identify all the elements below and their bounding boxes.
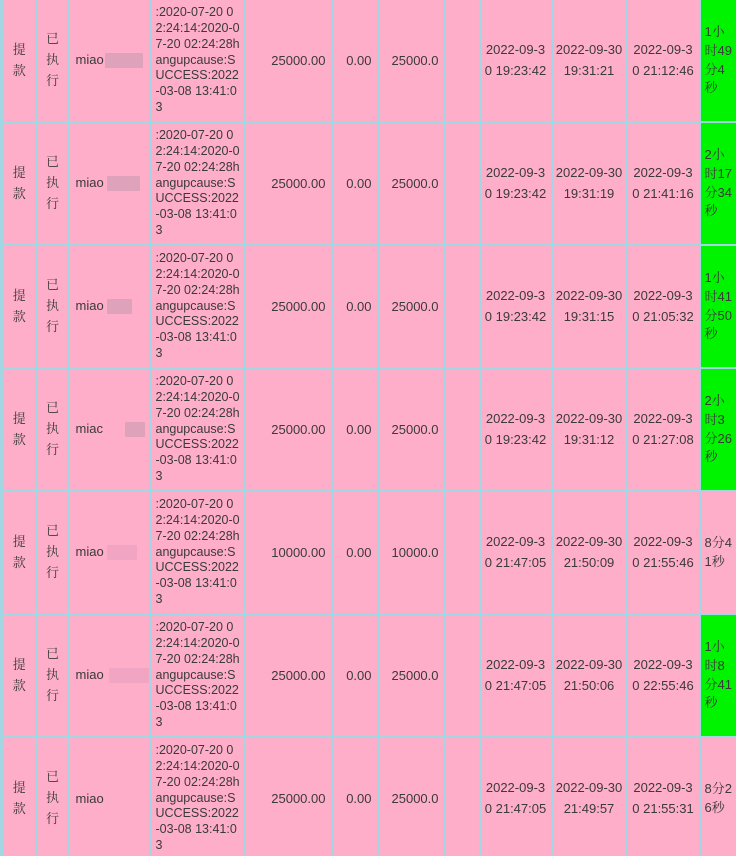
cell-transaction-detail: :2020-07-20 02:24:14:2020-07-20 02:24:28hangupcause:SUCCESS:2022-03-08 13:41:03 (150, 491, 245, 614)
cell-status: 已执行 (37, 491, 69, 614)
cell-duration: 2小时17分34秒 (700, 122, 736, 245)
cell-fee: 0.00 (332, 0, 378, 122)
cell-transaction-detail: :2020-07-20 02:24:14:2020-07-20 02:24:28hangupcause:SUCCESS:2022-03-08 13:41:03 (150, 614, 245, 737)
cell-amount: 10000.00 (245, 491, 332, 614)
table-row (2, 491, 736, 614)
cell-transaction-detail: :2020-07-20 02:24:14:2020-07-20 02:24:28hangupcause:SUCCESS:2022-03-08 13:41:03 (150, 0, 245, 122)
cell-duration: 8分26秒 (700, 737, 736, 856)
cell-amount: 25000.00 (245, 245, 332, 368)
cell-complete-time: 2022-09-30 21:05:32 (627, 245, 700, 368)
cell-blank (445, 0, 480, 122)
cell-duration: 2小时3分26秒 (700, 368, 736, 491)
cell-duration: 8分41秒 (700, 491, 736, 614)
cell-status: 已执行 (37, 122, 69, 245)
username-redaction-box (107, 545, 137, 560)
cell-process-time: 2022-09-30 19:31:15 (552, 245, 627, 368)
cell-transaction-detail: :2020-07-20 02:24:14:2020-07-20 02:24:28hangupcause:SUCCESS:2022-03-08 13:41:03 (150, 737, 245, 856)
cell-duration: 1小时8分41秒 (700, 614, 736, 737)
username-redaction-box (109, 668, 150, 683)
cell-transaction-type: 提款 (2, 491, 37, 614)
table-row (2, 614, 736, 737)
cell-transaction-type: 提款 (2, 245, 37, 368)
username-redaction-box (107, 176, 140, 191)
cell-transaction-detail: :2020-07-20 02:24:14:2020-07-20 02:24:28hangupcause:SUCCESS:2022-03-08 13:41:03 (150, 245, 245, 368)
cell-blank (445, 245, 480, 368)
username-redaction-box (105, 53, 143, 68)
cell-process-time: 2022-09-30 21:50:09 (552, 491, 627, 614)
table-row (2, 122, 736, 245)
cell-username (69, 368, 150, 491)
cell-actual-amount: 25000.0 (378, 245, 445, 368)
cell-actual-amount: 25000.0 (378, 368, 445, 491)
cell-status: 已执行 (37, 0, 69, 122)
cell-username (69, 245, 150, 368)
cell-amount: 25000.00 (245, 614, 332, 737)
cell-complete-time: 2022-09-30 21:55:46 (627, 491, 700, 614)
cell-apply-time: 2022-09-30 19:23:42 (480, 122, 552, 245)
cell-status: 已执行 (37, 368, 69, 491)
cell-complete-time: 2022-09-30 21:27:08 (627, 368, 700, 491)
cell-blank (445, 122, 480, 245)
cell-amount: 25000.00 (245, 368, 332, 491)
cell-process-time: 2022-09-30 21:50:06 (552, 614, 627, 737)
table-row (2, 0, 736, 122)
table-body (2, 0, 736, 856)
cell-fee: 0.00 (332, 368, 378, 491)
cell-complete-time: 2022-09-30 21:12:46 (627, 0, 700, 122)
cell-amount: 25000.00 (245, 122, 332, 245)
cell-process-time: 2022-09-30 19:31:19 (552, 122, 627, 245)
cell-complete-time: 2022-09-30 22:55:46 (627, 614, 700, 737)
username-text: miac (75, 421, 103, 437)
cell-transaction-type: 提款 (2, 614, 37, 737)
username-text: miao (75, 791, 104, 806)
cell-actual-amount: 25000.0 (378, 122, 445, 245)
cell-apply-time: 2022-09-30 19:23:42 (480, 368, 552, 491)
cell-process-time: 2022-09-30 21:49:57 (552, 737, 627, 856)
username-text: miao (75, 175, 104, 191)
table-row (2, 737, 736, 856)
cell-actual-amount: 25000.0 (378, 737, 445, 856)
cell-process-time: 2022-09-30 19:31:12 (552, 368, 627, 491)
cell-actual-amount: 25000.0 (378, 614, 445, 737)
cell-apply-time: 2022-09-30 19:23:42 (480, 0, 552, 122)
cell-apply-time: 2022-09-30 21:47:05 (480, 737, 552, 856)
cell-transaction-type: 提款 (2, 122, 37, 245)
username-text: miao (75, 667, 104, 683)
cell-duration: 1小时49分4秒 (700, 0, 736, 122)
cell-transaction-detail: :2020-07-20 02:24:14:2020-07-20 02:24:28hangupcause:SUCCESS:2022-03-08 13:41:03 (150, 368, 245, 491)
username-text: miao (75, 298, 104, 314)
cell-fee: 0.00 (332, 491, 378, 614)
cell-amount: 25000.00 (245, 0, 332, 122)
username-redaction-box (125, 422, 145, 437)
cell-transaction-detail: :2020-07-20 02:24:14:2020-07-20 02:24:28hangupcause:SUCCESS:2022-03-08 13:41:03 (150, 122, 245, 245)
cell-complete-time: 2022-09-30 21:41:16 (627, 122, 700, 245)
cell-status: 已执行 (37, 737, 69, 856)
cell-apply-time: 2022-09-30 19:23:42 (480, 245, 552, 368)
cell-blank (445, 614, 480, 737)
cell-username (69, 491, 150, 614)
cell-status: 已执行 (37, 245, 69, 368)
cell-blank (445, 368, 480, 491)
cell-username (69, 0, 150, 122)
table-row (2, 368, 736, 491)
cell-complete-time: 2022-09-30 21:55:31 (627, 737, 700, 856)
cell-transaction-type: 提款 (2, 737, 37, 856)
cell-apply-time: 2022-09-30 21:47:05 (480, 614, 552, 737)
cell-duration: 1小时41分50秒 (700, 245, 736, 368)
username-redaction-box (107, 299, 132, 314)
cell-actual-amount: 25000.0 (378, 0, 445, 122)
cell-transaction-type: 提款 (2, 368, 37, 491)
table-row (2, 245, 736, 368)
username-text: miao (75, 52, 104, 68)
username-text: miao (75, 544, 104, 560)
cell-fee: 0.00 (332, 737, 378, 856)
cell-actual-amount: 10000.0 (378, 491, 445, 614)
cell-amount: 25000.00 (245, 737, 332, 856)
cell-username (69, 737, 150, 856)
cell-fee: 0.00 (332, 122, 378, 245)
cell-transaction-type: 提款 (2, 0, 37, 122)
cell-apply-time: 2022-09-30 21:47:05 (480, 491, 552, 614)
cell-username (69, 614, 150, 737)
cell-blank (445, 491, 480, 614)
cell-blank (445, 737, 480, 856)
cell-username (69, 122, 150, 245)
cell-fee: 0.00 (332, 245, 378, 368)
cell-process-time: 2022-09-30 19:31:21 (552, 0, 627, 122)
cell-status: 已执行 (37, 614, 69, 737)
cell-fee: 0.00 (332, 614, 378, 737)
